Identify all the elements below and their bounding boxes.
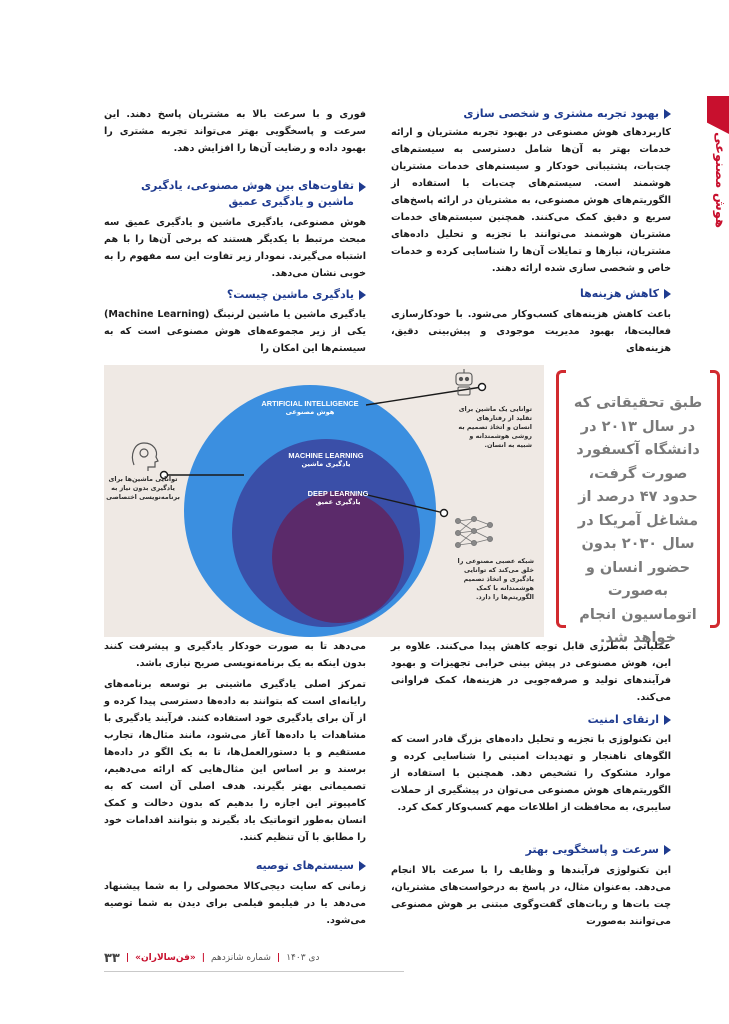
heading-customer-experience xyxy=(391,106,671,122)
connector-ai xyxy=(366,387,482,405)
ai-ml-dl-diagram xyxy=(104,365,544,637)
heading-differences xyxy=(104,178,366,210)
paragraph-what-is-ml: یادگیری ماشین یا ماشین لرنینگ (Machine Learning) یکی از زیر مجموعه‌های هوش مصنوعی است که به سیستم‌ها این امکان را xyxy=(104,309,366,354)
pull-quote xyxy=(556,370,720,646)
brain-head-icon xyxy=(132,443,158,471)
note-ml: توانایی ماشین‌ها برای یادگیری بدون نیاز به برنامه‌نویسی اختصاصی xyxy=(106,475,180,501)
paragraph-ml-focus: تمرکز اصلی یادگیری ماشینی بر توسعه برنامه‌های رایانه‌ای است که بتوانند به داده‌ها دسترسی پیدا کرده و از آن برای یادگیری خود استفاده کنند. فرآیند یادگیری با مشاهدات یا داده‌ها آغاز می‌شود، مانند مثال‌ها، تجارب مستقیم و یا دستورالعمل‌ها، تا به یک الگو در داده‌ها برسند و بر اساس این مثال‌هایی که ارائه می‌دهیم، تصمیماتی بهتر بگیرند. هدف اصلی آن است که به کامپیوتر این اجازه را بدهیم که بدون دخالت و کمک انسان به‌طور اتوماتیک یاد بگیرند و بتوانند اقدامات خود را مطابق با آن تنظیم کنند. xyxy=(104,679,366,843)
neural-network-icon xyxy=(455,516,492,547)
quote-bracket-right xyxy=(710,370,720,628)
heading-marker-icon xyxy=(664,289,671,299)
page-footer xyxy=(104,950,404,966)
paragraph-customer-experience: کاربردهای هوش مصنوعی در بهبود تجربه مشتریان و ارائه خدمات بهتر به آن‌ها شامل دسترسی به سیستم‌های چت‌بات، پشتیبانی خودکار و سیستم‌های خدمات مشتریان هوشمند است. سیستم‌های چت‌بات با استفاده از الگوریتم‌های هوش مصنوعی، به مشتریان در ارائه پاسخ‌های سریع و دقیق کمک می‌کنند. همچنین سیستم‌های خدمات مشتریان هوشمند می‌توانند با تجزیه و تحلیل داده‌های مشتریان، نیازها و تمایلات آن‌ها را شناسایی کرده و خدمات خاص و شخصی سازی شده ارائه دهند. xyxy=(391,127,671,274)
paragraph-cost-reduction: باعث کاهش هزینه‌های کسب‌وکار می‌شود. با خودکارسازی فعالیت‌ها، بهبود مدیریت موجودی و پیش‌بینی دقیق، هزینه‌های xyxy=(391,309,671,354)
paragraph-differences: هوش مصنوعی، یادگیری ماشین و یادگیری عمیق سه مبحث مرتبط با یکدیگر هستند که برخی آن‌ها را با هم اشتباه می‌گیرند. نمودار زیر تفاوت این سه مفهوم را به خوبی نشان می‌دهد. xyxy=(104,217,366,279)
heading-marker-icon xyxy=(664,845,671,855)
connector-ai-dot xyxy=(479,384,486,391)
note-ai: توانایی یک ماشین برای تقلید از رفتارهای انسان و اتخاذ تصمیم به روشی هوشمندانه و شبیه به انسان. xyxy=(458,405,532,449)
dl-label xyxy=(280,489,396,506)
heading-text: سیستم‌های توصیه xyxy=(255,859,354,872)
page-number: ۳۳ xyxy=(104,950,120,966)
ml-label xyxy=(262,451,390,468)
heading-speed xyxy=(391,842,671,858)
circle-deep-learning xyxy=(272,491,404,623)
paragraph-security: این تکنولوژی با تجزیه و تحلیل داده‌های بزرگ قادر است که الگوهای ناهنجار و تهدیدات امنیتی را شناسایی کرده و موارد مشکوک را تشخیص دهد. همچنین با استفاده از الگوریتم‌های هوش مصنوعی می‌توان در پیشگیری از حملات سایبری، به محافظت از اطلاعات مهم کسب‌وکار کمک کرد. xyxy=(391,734,671,813)
heading-cost-reduction xyxy=(391,286,671,302)
ml-label-fa: یادگیری ماشین xyxy=(301,460,351,468)
section-tab-marker xyxy=(707,96,729,134)
footer-magazine-name: «فن‌سالاران» xyxy=(135,953,196,963)
heading-what-is-ml xyxy=(104,287,366,303)
paragraph-speed-continued: فوری و با سرعت بالا به مشتریان پاسخ دهند. این سرعت و پاسخگویی بهتر می‌تواند تجربه مشتری را بهبود داده و رضایت آن‌ها را افزایش دهد. xyxy=(104,109,366,154)
heading-text: سرعت و پاسخگویی بهتر xyxy=(525,843,659,856)
section-tab xyxy=(707,96,729,134)
section-tab-label: هوش مصنوعی xyxy=(712,132,727,228)
robot-icon xyxy=(456,369,472,395)
paragraph-speed: این تکنولوژی فرآیندها و وظایف را با سرعت بالا انجام می‌دهد. به‌عنوان مثال، در پاسخ به درخواست‌های مشتریان، چت بات‌ها و ربات‌های گفت‌وگوی مبتنی بر هوش مصنوعی می‌توانند به‌صورت xyxy=(391,865,671,927)
footer-separator: | xyxy=(125,953,130,963)
connector-dl-dot xyxy=(441,510,448,517)
heading-marker-icon xyxy=(359,290,366,300)
dl-label-en: DEEP LEARNING xyxy=(307,489,369,498)
footer-issue: شماره شانزدهم xyxy=(211,953,271,963)
quote-bracket-left xyxy=(556,370,566,628)
note-dl: شبکه عصبی مصنوعی را خلق می‌کند که توانایی یادگیری و اتخاذ تصمیم هوشمندانه با کمک الگوریتم‌ها را دارد. xyxy=(457,557,534,601)
heading-text: ارتقای امنیت xyxy=(587,713,659,726)
heading-text: بهبود تجربه مشتری و شخصی سازی xyxy=(463,107,659,120)
footer-rule xyxy=(104,971,404,972)
heading-text: تفاوت‌های بین هوش مصنوعی، یادگیری ماشین و یادگیری عمیق xyxy=(140,179,354,208)
heading-marker-icon xyxy=(359,182,366,192)
ml-label-en: MACHINE LEARNING xyxy=(288,451,364,460)
footer-date: دی ۱۴۰۳ xyxy=(286,953,320,963)
pull-quote-text: طبق تحقیقاتی که در سال ۲۰۱۳ در دانشگاه آکسفورد صورت گرفت، حدود ۴۷ درصد از مشاغل آمریکا در سال ۲۰۳۰ بدون حضور انسان و به‌صورت اتوماسیون انجام خواهد شد. xyxy=(573,395,703,646)
footer-separator: | xyxy=(201,953,205,963)
paragraph-recommender: زمانی که سایت دیجی‌کالا محصولی را به شما پیشنهاد می‌دهد یا در فیلیمو فیلمی برای دیدن به شما توصیه می‌شود. xyxy=(104,881,366,926)
paragraph-cost-reduction-continued: عملیاتی به‌طرزی قابل توجه کاهش پیدا می‌کنند. علاوه بر این، هوش مصنوعی در پیش بینی خرابی تجهیزات و بهبود فرآیندهای تولید و صرفه‌جویی در هزینه‌ها، کمک فراوانی می‌کند. xyxy=(391,641,671,703)
paragraph-ml-continued: می‌دهد تا به صورت خودکار یادگیری و پیشرفت کنند بدون اینکه به یک برنامه‌نویسی صریح نیازی باشد. xyxy=(104,641,366,669)
ai-label-en: ARTIFICIAL INTELLIGENCE xyxy=(261,399,359,408)
heading-recommender xyxy=(104,858,366,874)
heading-marker-icon xyxy=(664,109,671,119)
footer-separator: | xyxy=(276,953,281,963)
heading-security xyxy=(391,712,671,728)
ai-label-fa: هوش مصنوعی xyxy=(285,408,335,416)
ai-label xyxy=(244,399,376,416)
dl-label-fa: یادگیری عمیق xyxy=(315,498,361,506)
heading-marker-icon xyxy=(664,715,671,725)
heading-text: یادگیری ماشین چیست؟ xyxy=(226,288,354,301)
heading-text: کاهش هزینه‌ها xyxy=(579,287,659,300)
heading-marker-icon xyxy=(359,861,366,871)
